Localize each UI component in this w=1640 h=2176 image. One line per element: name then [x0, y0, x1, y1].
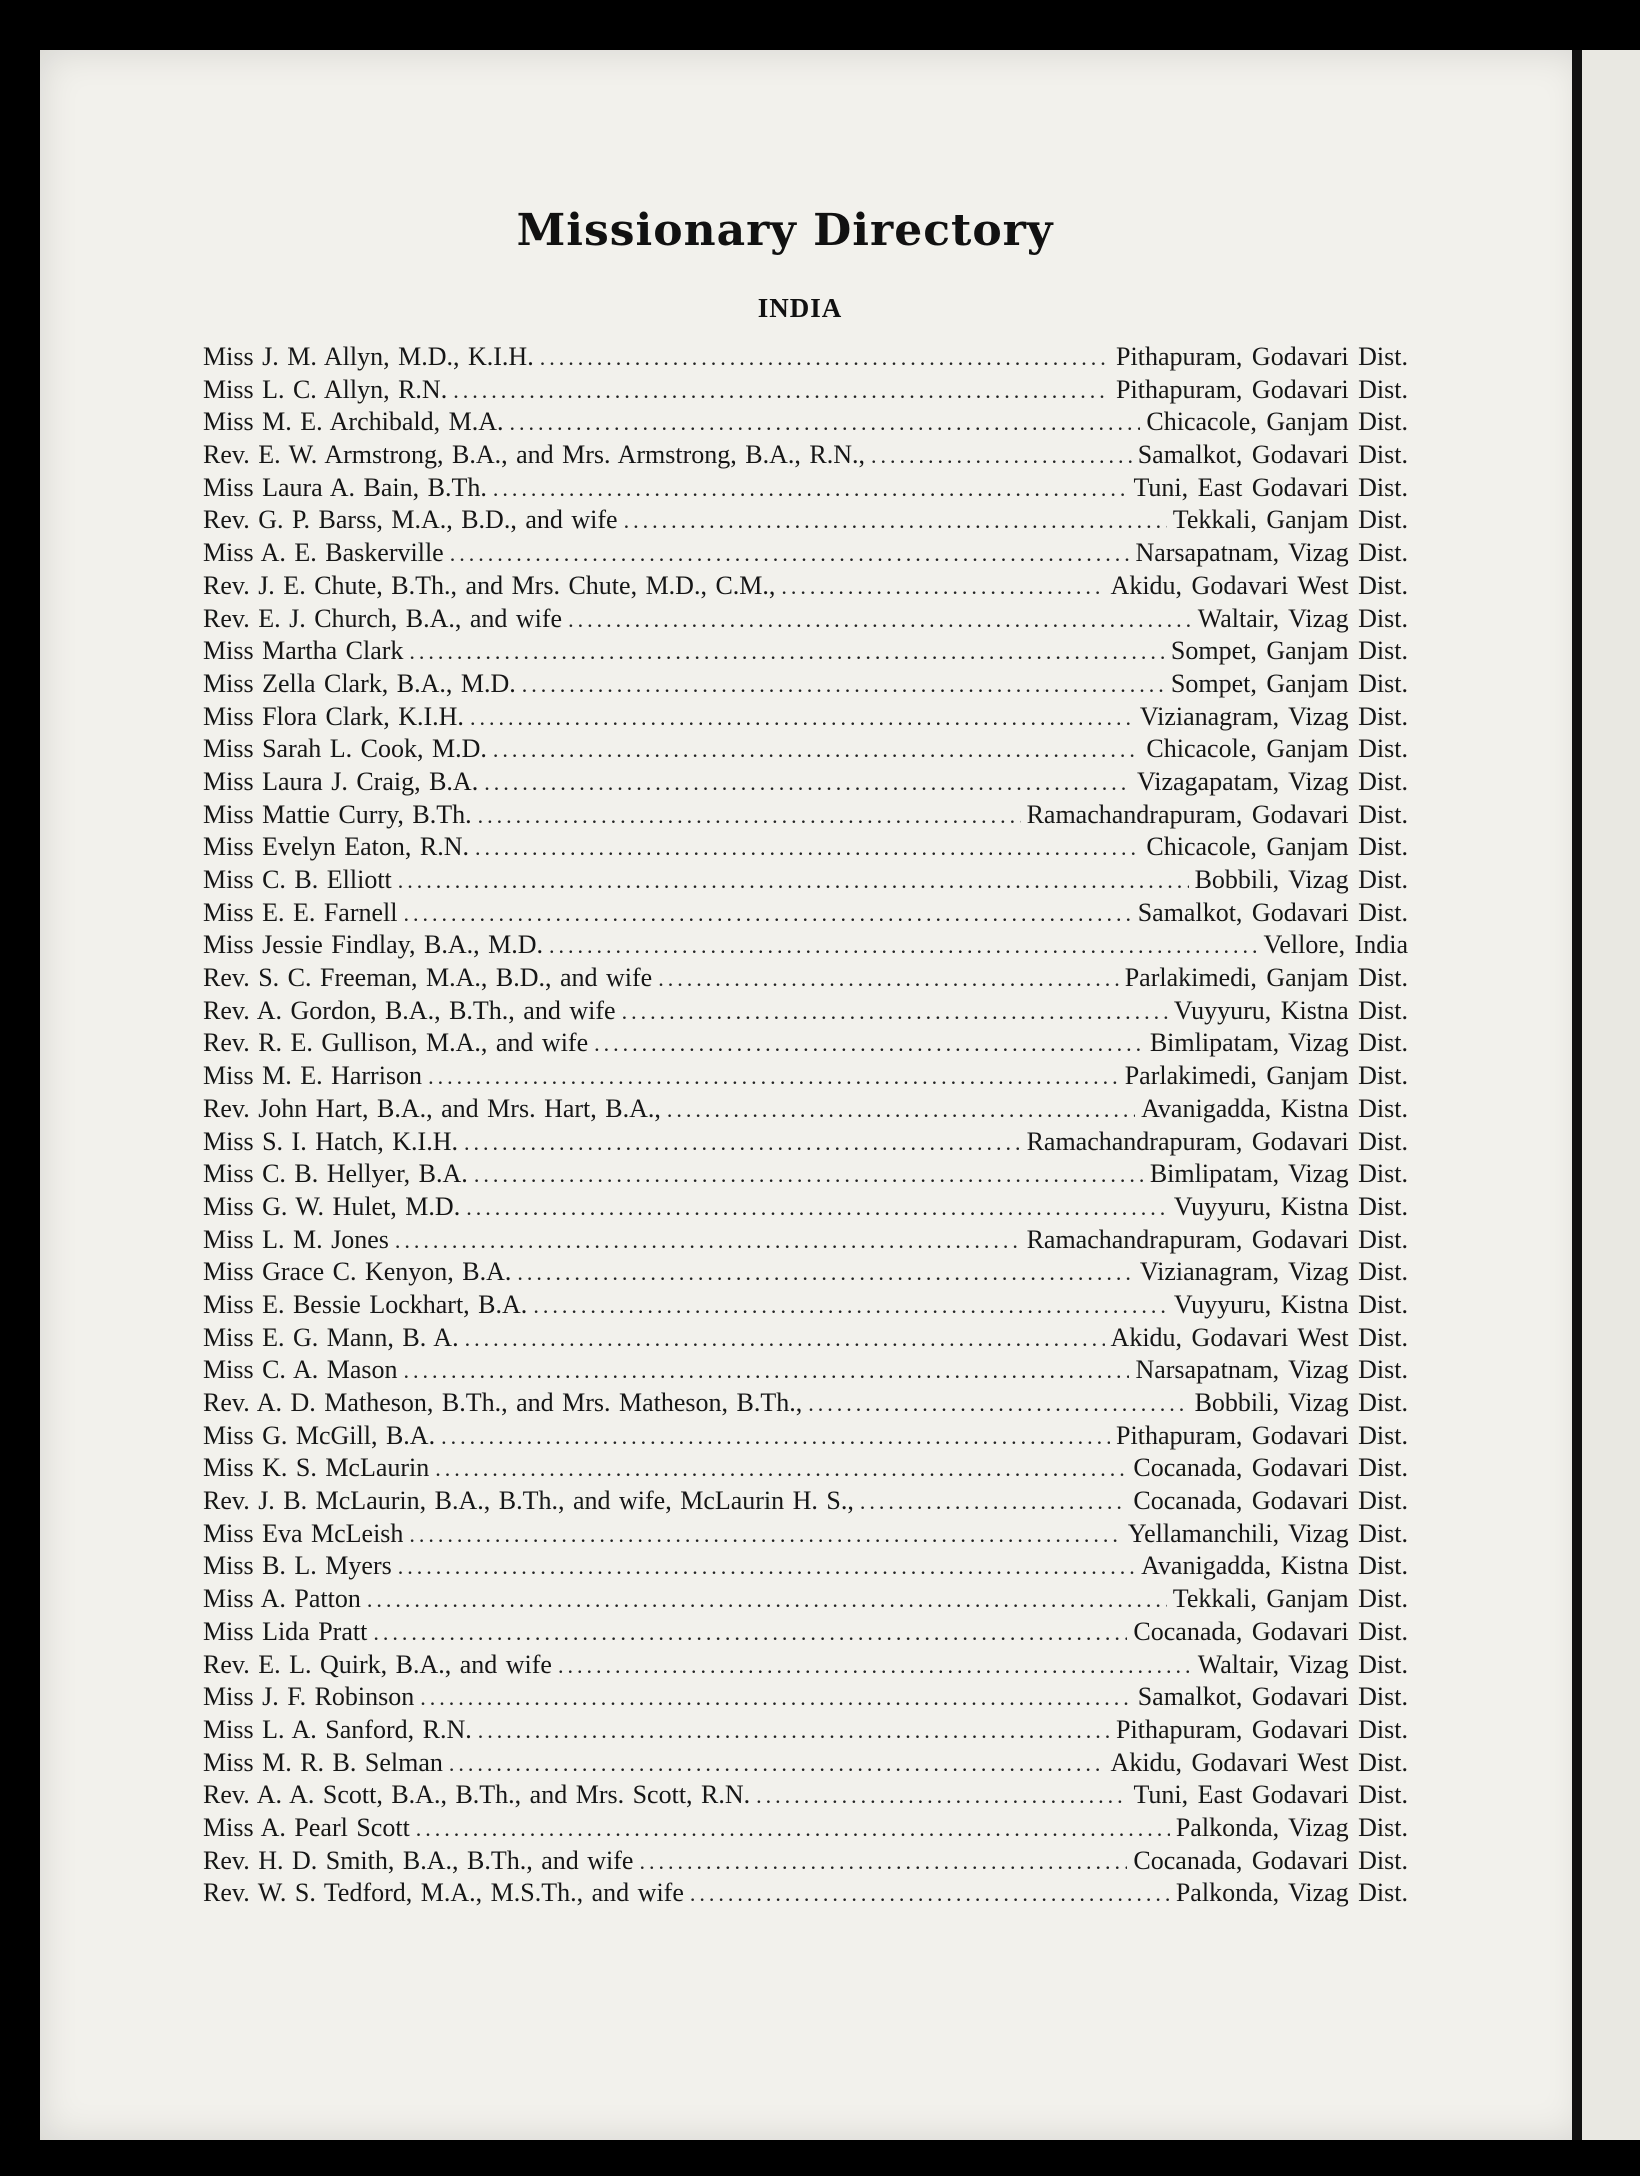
leader-dots [474, 1162, 1144, 1188]
leader-dots [416, 1816, 1170, 1842]
directory-entry [203, 930, 1408, 963]
leader-dots [409, 1522, 1122, 1548]
leader-dots [478, 803, 1021, 829]
entry-location: Akidu, Godavari West Dist. [1110, 1747, 1408, 1777]
entry-location: Narsapatnam, Vizag Dist. [1135, 538, 1408, 568]
directory-entry [203, 800, 1408, 833]
leader-dots [510, 410, 1141, 436]
entry-name: Rev. S. C. Freeman, M.A., B.D., and wife [203, 963, 653, 993]
entry-name: Miss Jessie Findlay, B.A., M.D. [203, 930, 544, 960]
directory-entry [203, 1715, 1408, 1748]
leader-dots [756, 1783, 1127, 1809]
entry-location: Samalkot, Godavari Dist. [1137, 897, 1408, 927]
directory-entry [203, 538, 1408, 571]
entry-location: Parlakimedi, Ganjam Dist. [1124, 1061, 1408, 1091]
entry-location: Cocanada, Godavari Dist. [1133, 1486, 1408, 1516]
leader-dots [658, 966, 1119, 992]
entry-name: Rev. E. W. Armstrong, B.A., and Mrs. Armstrong, B.A., R.N., [203, 440, 865, 470]
entry-location: Bobbili, Vizag Dist. [1194, 865, 1408, 894]
entry-name: Rev. H. D. Smith, B.A., B.Th., and wife [203, 1845, 634, 1875]
leader-dots [624, 508, 1167, 534]
entry-name: Rev. W. S. Tedford, M.A., M.S.Th., and wife [203, 1878, 684, 1908]
entry-name: Rev. John Hart, B.A., and Mrs. Hart, B.A., [203, 1093, 661, 1123]
directory-entry [203, 996, 1408, 1029]
entry-location: Cocanada, Godavari Dist. [1133, 1616, 1408, 1646]
entry-location: Sompet, Ganjam Dist. [1170, 636, 1408, 666]
directory-entry [203, 1682, 1408, 1715]
leader-dots [493, 476, 1128, 502]
directory-entry [203, 1813, 1408, 1846]
entry-location: Parlakimedi, Ganjam Dist. [1124, 963, 1408, 993]
entry-location: Vizianagram, Vizag Dist. [1139, 701, 1408, 731]
entry-name: Miss C. A. Mason [203, 1355, 398, 1385]
leader-dots [549, 933, 1257, 959]
entry-location: Akidu, Godavari West Dist. [1110, 570, 1408, 600]
leader-dots [493, 737, 1140, 763]
leader-dots [639, 1849, 1127, 1875]
entry-location: Akidu, Godavari West Dist. [1110, 1322, 1408, 1352]
directory-entry [203, 1192, 1408, 1225]
directory-entry [203, 767, 1408, 800]
leader-dots [367, 1587, 1167, 1613]
directory-entry [203, 571, 1408, 604]
entry-location: Cocanada, Godavari Dist. [1133, 1845, 1408, 1875]
leader-dots [533, 1293, 1168, 1319]
directory-entry [203, 1127, 1408, 1160]
page-title: Missionary Directory [516, 205, 1054, 256]
leader-dots [690, 1881, 1170, 1907]
directory-entry [203, 1780, 1408, 1813]
entry-location: Chicacole, Ganjam Dist. [1146, 832, 1408, 862]
leader-dots [808, 1391, 1188, 1417]
entry-location: Vizianagram, Vizag Dist. [1139, 1257, 1408, 1287]
leader-dots [860, 1489, 1128, 1515]
entry-location: Pithapuram, Godavari Dist. [1116, 374, 1408, 404]
entry-location: Vuyyuru, Kistna Dist. [1173, 1191, 1408, 1221]
entry-location: Narsapatnam, Vizag Dist. [1135, 1355, 1408, 1385]
entry-name: Miss L. C. Allyn, R.N. [203, 374, 448, 404]
entry-name: Rev. A. D. Matheson, B.Th., and Mrs. Matheson, B.Th., [203, 1388, 803, 1417]
directory-entry [203, 1028, 1408, 1061]
entry-name: Miss Zella Clark, B.A., M.D. [203, 668, 516, 698]
directory-entry [203, 1519, 1408, 1552]
leader-dots [622, 999, 1168, 1025]
directory-entry [203, 865, 1408, 898]
directory-entry [203, 1584, 1408, 1617]
directory-entry [203, 669, 1408, 702]
directory-entry [203, 702, 1408, 735]
directory-entry [203, 1551, 1408, 1584]
entry-name: Miss E. E. Farnell [203, 897, 398, 927]
section-heading: INDIA [757, 293, 843, 323]
directory-entry [203, 1257, 1408, 1290]
directory-entry [203, 1323, 1408, 1356]
entry-name: Miss J. M. Allyn, M.D., K.I.H. [203, 342, 534, 371]
entry-location: Tekkali, Ganjam Dist. [1172, 1584, 1408, 1614]
entry-location: Avanigadda, Kistna Dist. [1141, 1551, 1408, 1581]
entry-location: Bimlipatam, Vizag Dist. [1149, 1159, 1408, 1189]
entry-name: Miss A. E. Baskerville [203, 538, 444, 568]
entry-name: Miss G. McGill, B.A. [203, 1420, 436, 1450]
entry-name: Rev. E. L. Quirk, B.A., and wife [203, 1649, 552, 1679]
directory-entry [203, 505, 1408, 538]
entry-location: Samalkot, Godavari Dist. [1137, 440, 1408, 470]
leader-dots [484, 770, 1131, 796]
leader-dots [435, 1456, 1127, 1482]
leader-dots [558, 1653, 1192, 1679]
entry-name: Rev. G. P. Barss, M.A., B.D., and wife [203, 505, 618, 535]
entry-location: Samalkot, Godavari Dist. [1137, 1682, 1408, 1712]
leader-dots [453, 378, 1110, 404]
leader-dots [398, 868, 1189, 894]
leader-dots [373, 1620, 1127, 1646]
entry-location: Bobbili, Vizag Dist. [1194, 1388, 1408, 1417]
directory-entry [203, 1650, 1408, 1683]
directory-entry [203, 963, 1408, 996]
directory-entry [203, 1061, 1408, 1094]
entry-name: Miss C. B. Hellyer, B.A. [203, 1159, 468, 1189]
entry-location: Yellamanchili, Vizag Dist. [1127, 1518, 1408, 1548]
leader-dots [404, 1358, 1130, 1384]
entry-location: Waltair, Vizag Dist. [1197, 1649, 1408, 1679]
entry-location: Vuyyuru, Kistna Dist. [1173, 995, 1408, 1025]
entry-name: Miss E. Bessie Lockhart, B.A. [203, 1289, 528, 1319]
directory-entry [203, 734, 1408, 767]
entry-name: Rev. J. B. McLaurin, B.A., B.Th., and wife, McLaurin H. S., [203, 1486, 854, 1516]
leader-dots [522, 672, 1165, 698]
leader-dots [871, 443, 1132, 469]
leader-dots [478, 1718, 1110, 1744]
entry-name: Rev. A. A. Scott, B.A., B.Th., and Mrs. Scott, R.N. [203, 1780, 751, 1810]
directory-entry [203, 1748, 1408, 1781]
entry-name: Miss M. R. B. Selman [203, 1747, 443, 1777]
leader-dots [540, 345, 1110, 371]
entry-location: Chicacole, Ganjam Dist. [1146, 734, 1408, 764]
directory-entry [203, 1846, 1408, 1879]
entry-name: Miss L. M. Jones [203, 1224, 389, 1254]
entry-name: Rev. J. E. Chute, B.Th., and Mrs. Chute, M.D., C.M., [203, 570, 776, 600]
directory-entry [203, 1094, 1408, 1127]
page-spine-shadow [1572, 50, 1582, 2140]
entry-location: Vellore, India [1263, 930, 1408, 960]
directory-entry [203, 1486, 1408, 1519]
entry-name: Miss Laura J. Craig, B.A. [203, 766, 479, 796]
entry-name: Miss A. Patton [203, 1584, 361, 1614]
entry-name: Miss M. E. Archibald, M.A. [203, 407, 504, 437]
directory-entry [203, 636, 1408, 669]
entry-location: Tuni, East Godavari Dist. [1133, 1780, 1408, 1810]
entry-location: Vuyyuru, Kistna Dist. [1173, 1289, 1408, 1319]
leader-dots [428, 1064, 1119, 1090]
directory-entry [203, 342, 1408, 375]
entry-name: Miss L. A. Sanford, R.N. [203, 1714, 472, 1744]
entry-location: Pithapuram, Godavari Dist. [1116, 1420, 1408, 1450]
directory-entry [203, 1421, 1408, 1454]
entry-location: Palkonda, Vizag Dist. [1175, 1812, 1408, 1842]
leader-dots [594, 1031, 1144, 1057]
directory-list [203, 342, 1408, 1911]
leader-dots [475, 835, 1140, 861]
directory-entry [203, 1878, 1408, 1911]
entry-name: Miss M. E. Harrison [203, 1061, 423, 1091]
entry-name: Miss E. G. Mann, B. A. [203, 1322, 459, 1352]
entry-location: Cocanada, Godavari Dist. [1133, 1453, 1408, 1483]
entry-name: Rev. R. E. Gullison, M.A., and wife [203, 1028, 589, 1058]
entry-location: Pithapuram, Godavari Dist. [1116, 342, 1408, 371]
leader-dots [398, 1554, 1135, 1580]
leader-dots [420, 1685, 1131, 1711]
leader-dots [781, 574, 1104, 600]
entry-location: Avanigadda, Kistna Dist. [1141, 1093, 1408, 1123]
leader-dots [517, 1260, 1133, 1286]
entry-name: Rev. E. J. Church, B.A., and wife [203, 603, 563, 633]
entry-name: Miss Sarah L. Cook, M.D. [203, 734, 487, 764]
entry-location: Ramachandrapuram, Godavari Dist. [1026, 799, 1408, 829]
entry-name: Miss Eva McLeish [203, 1518, 404, 1548]
entry-name: Miss S. I. Hatch, K.I.H. [203, 1126, 458, 1156]
entry-name: Miss B. L. Myers [203, 1551, 392, 1581]
directory-entry [203, 898, 1408, 931]
leader-dots [441, 1424, 1110, 1450]
directory-entry [203, 375, 1408, 408]
leader-dots [450, 541, 1130, 567]
entry-location: Tuni, East Godavari Dist. [1133, 472, 1408, 502]
entry-name: Miss Lida Pratt [203, 1616, 368, 1646]
directory-entry [203, 832, 1408, 865]
entry-location: Sompet, Ganjam Dist. [1170, 668, 1408, 698]
directory-entry [203, 473, 1408, 506]
directory-entry [203, 1290, 1408, 1323]
next-page-edge [1582, 50, 1640, 2140]
directory-entry [203, 1159, 1408, 1192]
entry-name: Miss Mattie Curry, B.Th. [203, 799, 472, 829]
entry-name: Rev. A. Gordon, B.A., B.Th., and wife [203, 995, 616, 1025]
leader-dots [568, 607, 1192, 633]
leader-dots [466, 1195, 1168, 1221]
leader-dots [449, 1751, 1105, 1777]
leader-dots [464, 1130, 1021, 1156]
entry-location: Ramachandrapuram, Godavari Dist. [1026, 1126, 1408, 1156]
entry-name: Miss C. B. Elliott [203, 865, 392, 894]
entry-name: Miss Flora Clark, K.I.H. [203, 701, 464, 731]
directory-entry [203, 1617, 1408, 1650]
entry-name: Miss Evelyn Eaton, R.N. [203, 832, 469, 862]
leader-dots [404, 901, 1132, 927]
entry-name: Miss A. Pearl Scott [203, 1812, 410, 1842]
directory-entry [203, 1355, 1408, 1388]
directory-entry [203, 440, 1408, 473]
entry-location: Tekkali, Ganjam Dist. [1172, 505, 1408, 535]
entry-location: Bimlipatam, Vizag Dist. [1149, 1028, 1408, 1058]
entry-name: Miss K. S. McLaurin [203, 1453, 430, 1483]
entry-location: Pithapuram, Godavari Dist. [1116, 1714, 1408, 1744]
entry-name: Miss Martha Clark [203, 636, 404, 666]
leader-dots [667, 1097, 1135, 1123]
entry-location: Ramachandrapuram, Godavari Dist. [1026, 1224, 1408, 1254]
entry-name: Miss G. W. Hulet, M.D. [203, 1191, 461, 1221]
directory-entry [203, 1388, 1408, 1421]
entry-location: Chicacole, Ganjam Dist. [1146, 407, 1408, 437]
leader-dots [465, 1326, 1105, 1352]
entry-name: Miss J. F. Robinson [203, 1682, 415, 1712]
leader-dots [409, 639, 1164, 665]
entry-location: Waltair, Vizag Dist. [1197, 603, 1408, 633]
directory-entry [203, 1453, 1408, 1486]
leader-dots [395, 1228, 1021, 1254]
entry-name: Miss Laura A. Bain, B.Th. [203, 472, 487, 502]
directory-entry [203, 1225, 1408, 1258]
leader-dots [470, 705, 1134, 731]
entry-location: Vizagapatam, Vizag Dist. [1137, 766, 1408, 796]
entry-name: Miss Grace C. Kenyon, B.A. [203, 1257, 512, 1287]
entry-location: Palkonda, Vizag Dist. [1175, 1878, 1408, 1908]
directory-entry [203, 604, 1408, 637]
directory-entry [203, 407, 1408, 440]
